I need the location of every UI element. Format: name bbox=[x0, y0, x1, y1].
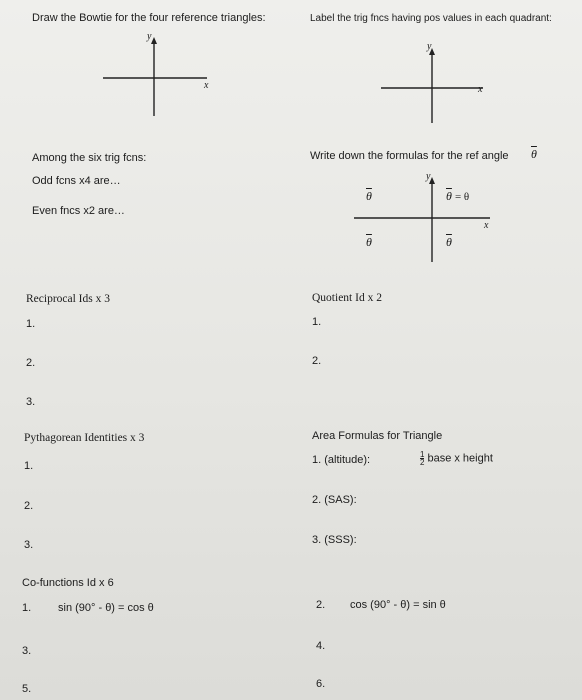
cofunction-2-formula: cos (90° - θ) = sin θ bbox=[350, 599, 446, 611]
one-half-fraction bbox=[420, 451, 424, 466]
fraction-numerator: 1 bbox=[420, 450, 425, 459]
cofunction-6-number: 6. bbox=[316, 678, 326, 690]
odd-fcns: Odd fcns x4 are… bbox=[32, 175, 121, 187]
bowtie-axes bbox=[95, 34, 215, 124]
area-altitude-label: 1. (altitude): bbox=[312, 454, 371, 466]
even-fcns: Even fncs x2 are… bbox=[32, 205, 125, 217]
altitude-formula-text: base x height bbox=[427, 452, 493, 465]
ref-q4-theta: $\overline{\theta}$ bbox=[446, 235, 452, 249]
cofunction-1-formula: sin (90° - θ) = cos θ bbox=[58, 602, 154, 614]
among-title: Among the six trig fcns: bbox=[32, 152, 147, 164]
ref-angle-theta-bar: $\overline{\theta}$ bbox=[531, 147, 537, 161]
cofunction-4-number: 4. bbox=[316, 640, 326, 652]
bowtie-x-label: x bbox=[204, 80, 209, 91]
ref-angle-axes bbox=[352, 172, 502, 267]
quotient-item-2: 2. bbox=[312, 355, 322, 367]
fraction-denominator: 2 bbox=[420, 458, 425, 467]
ref-q2-theta: $\overline{\theta}$ bbox=[366, 189, 372, 203]
reciprocal-item-2: 2. bbox=[26, 357, 36, 369]
trig-x-label: x bbox=[478, 84, 483, 95]
trig-y-label: y bbox=[427, 41, 432, 52]
cofunctions-title: Co-functions Id x 6 bbox=[22, 577, 114, 589]
pythagorean-item-2: 2. bbox=[24, 500, 34, 512]
reciprocal-title: Reciprocal Ids x 3 bbox=[26, 293, 110, 305]
cofunction-3-number: 3. bbox=[22, 645, 32, 657]
area-altitude-formula bbox=[420, 451, 493, 466]
ref-q3-theta: $\overline{\theta}$ bbox=[366, 235, 372, 249]
quotient-item-1: 1. bbox=[312, 316, 322, 328]
trig-axes bbox=[375, 45, 495, 125]
area-title: Area Formulas for Triangle bbox=[312, 430, 443, 442]
pythagorean-title: Pythagorean Identities x 3 bbox=[24, 432, 145, 444]
reciprocal-item-1: 1. bbox=[26, 318, 36, 330]
area-sas: 2. (SAS): bbox=[312, 494, 357, 506]
pythagorean-item-3: 3. bbox=[24, 539, 34, 551]
area-sss: 3. (SSS): bbox=[312, 534, 357, 546]
cofunction-1-number: 1. bbox=[22, 602, 32, 614]
ref-q1-formula bbox=[446, 190, 469, 204]
ref-angle-title: Write down the formulas for the ref angle bbox=[310, 150, 509, 162]
pythagorean-item-1: 1. bbox=[24, 460, 34, 472]
quotient-title: Quotient Id x 2 bbox=[312, 292, 382, 304]
bowtie-header: Draw the Bowtie for the four reference triangles: bbox=[32, 12, 266, 24]
bowtie-y-arrow bbox=[151, 37, 157, 44]
cofunction-2-number: 2. bbox=[316, 599, 326, 611]
trig-label-header: Label the trig fncs having pos values in each quadrant: bbox=[310, 13, 552, 24]
reciprocal-item-3: 3. bbox=[26, 396, 36, 408]
ref-q1-theta: $\overline{\theta}$ bbox=[446, 189, 452, 203]
ref-y-label: y bbox=[426, 171, 431, 182]
cofunction-5-number: 5. bbox=[22, 683, 32, 695]
ref-q1-label: = θ bbox=[454, 191, 470, 203]
ref-x-label: x bbox=[484, 220, 489, 231]
bowtie-y-label: y bbox=[147, 31, 152, 42]
